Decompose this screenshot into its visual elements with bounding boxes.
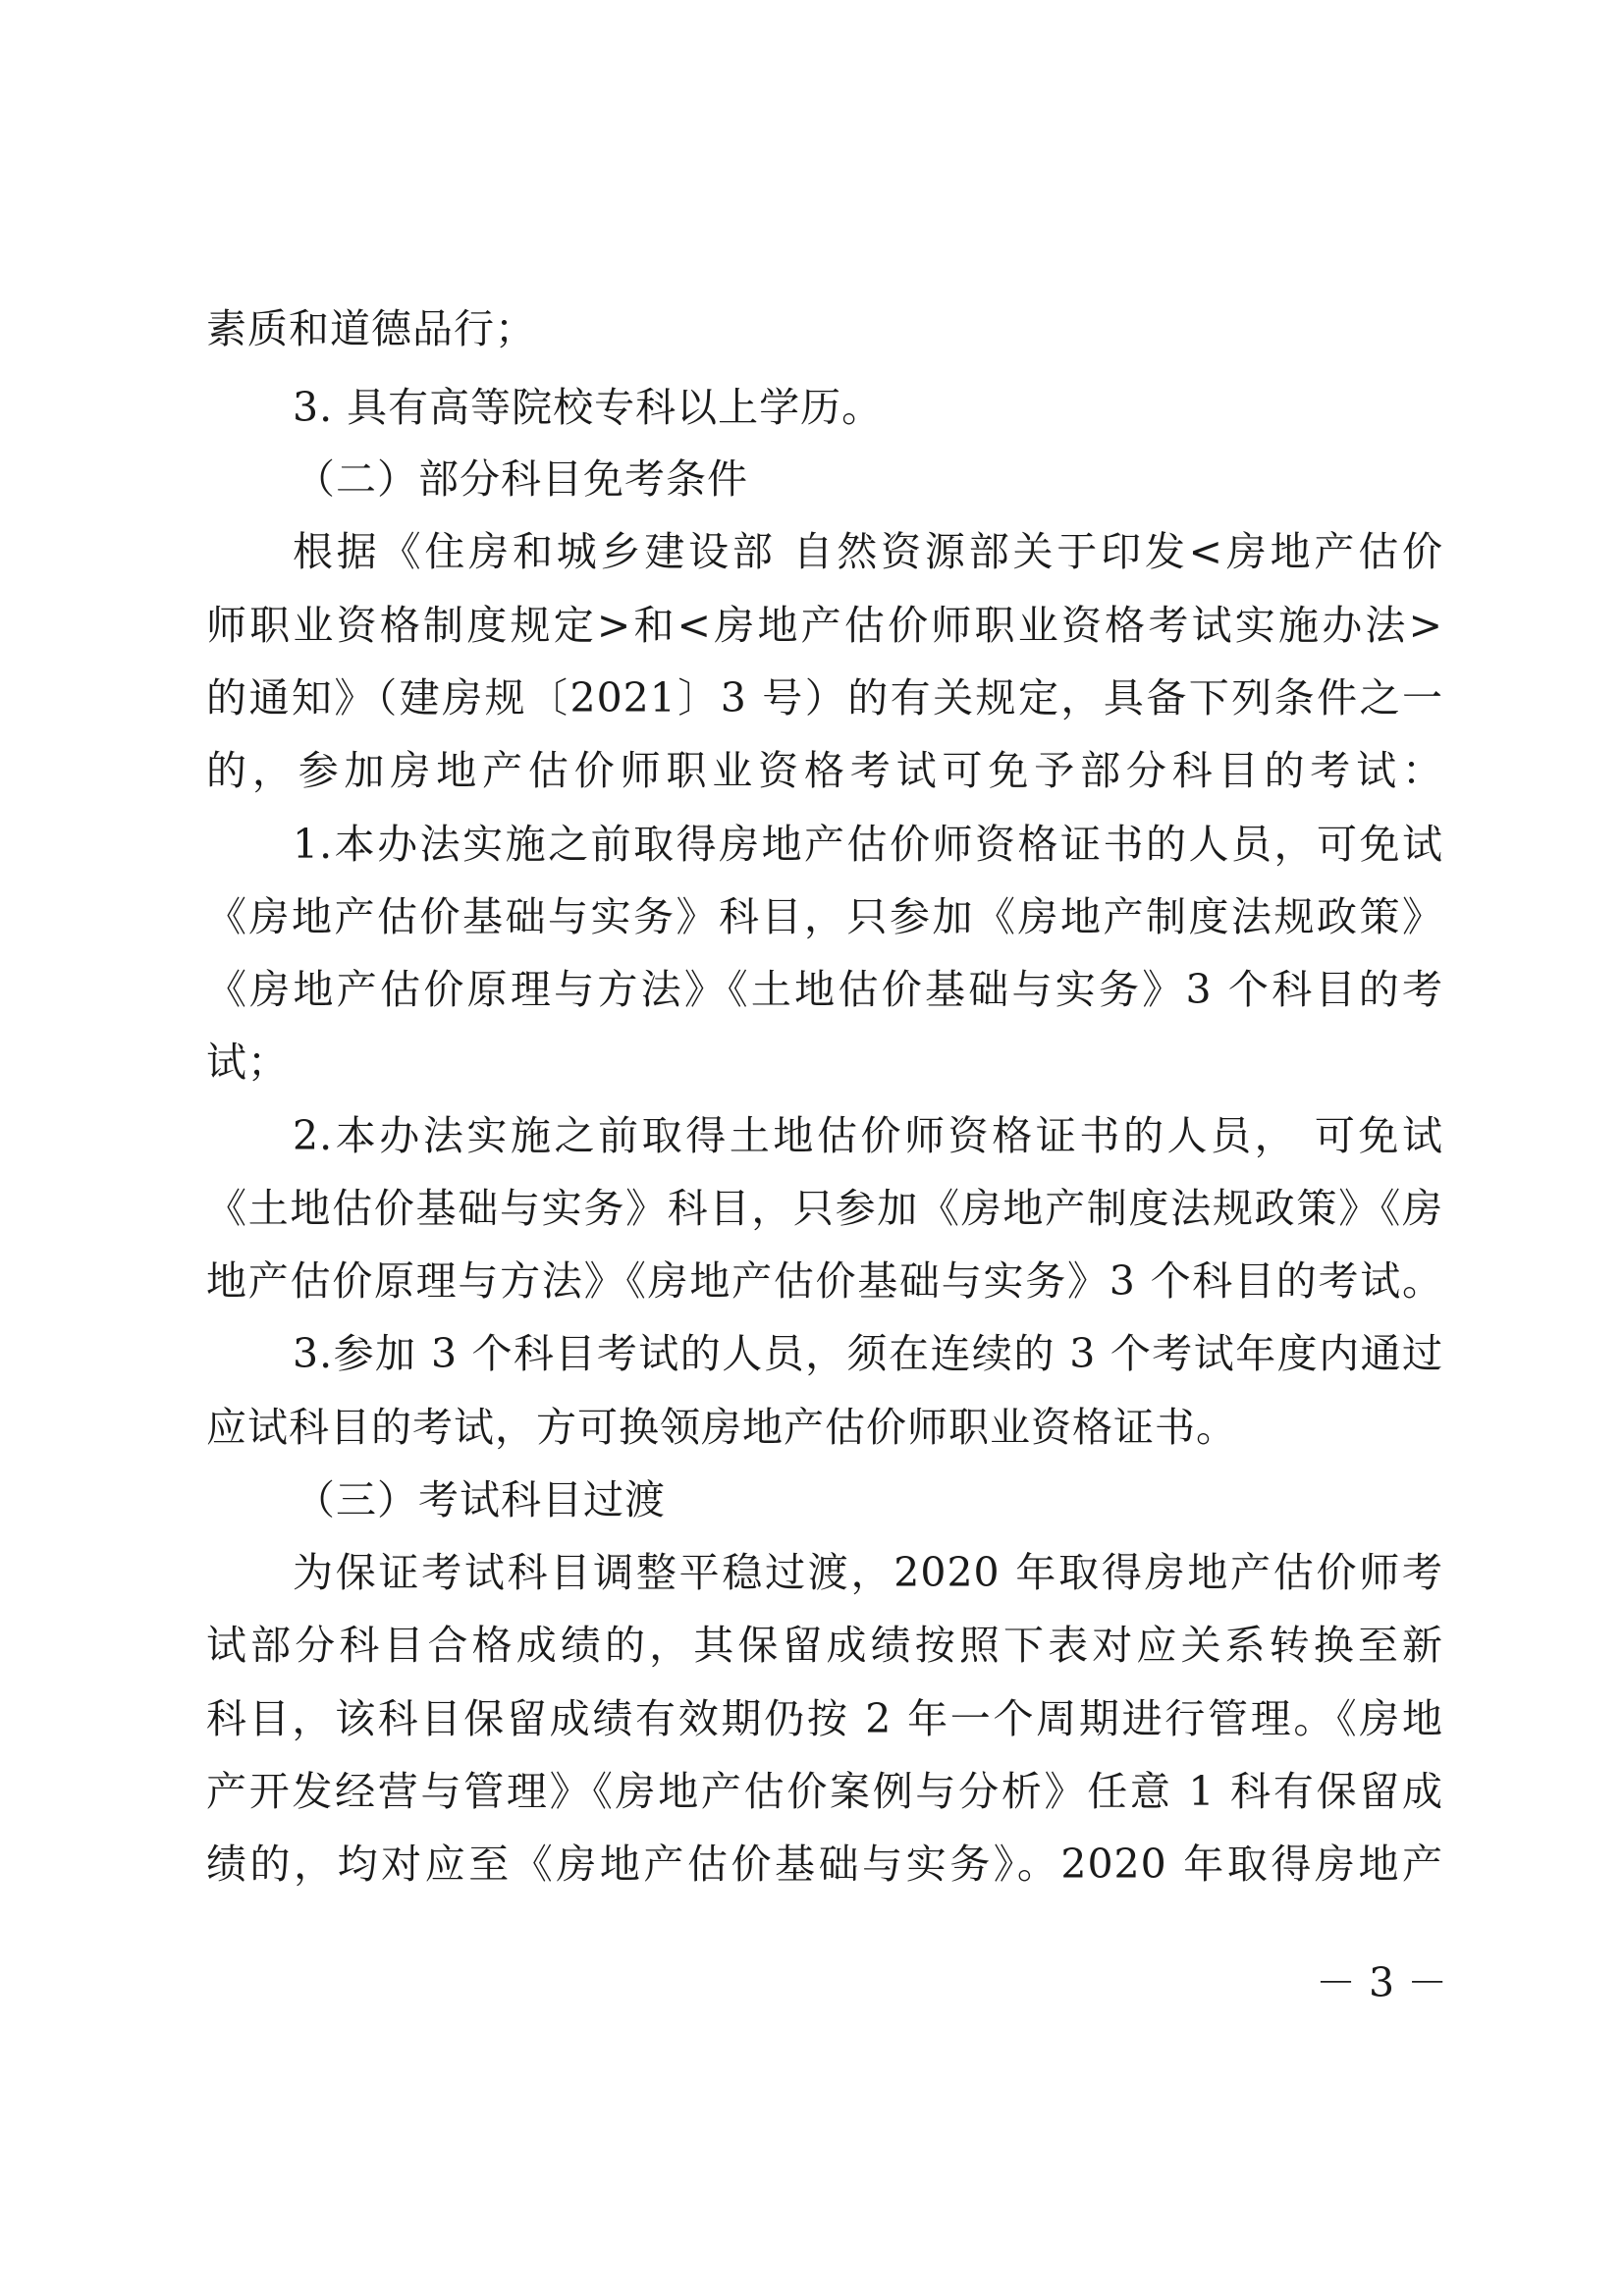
paragraph-line: 地产估价原理与方法》《房地产估价基础与实务》3 个科目的考试。 xyxy=(206,1257,1443,1305)
paragraph-line: 1.本办法实施之前取得房地产估价师资格证书的人员，可免试 xyxy=(293,821,1443,868)
paragraph-line: 的通知》（建房规〔2021〕3 号）的有关规定，具备下列条件之一 xyxy=(206,674,1443,721)
paragraph-line: 根据《住房和城乡建设部 自然资源部关于印发<房地产估价 xyxy=(293,528,1443,575)
paragraph-line: 为保证考试科目调整平稳过渡，2020 年取得房地产估价师考 xyxy=(293,1549,1443,1596)
paragraph-line: 《房地产估价原理与方法》《土地估价基础与实务》3 个科目的考 xyxy=(206,966,1443,1013)
page-number: － 3 － xyxy=(1316,1959,1448,2006)
paragraph-line: 师职业资格制度规定>和<房地产估价师职业资格考试实施办法> xyxy=(206,602,1443,649)
text-line: 素质和道德品行； xyxy=(206,305,536,352)
paragraph-line: 试； xyxy=(206,1039,289,1086)
paragraph-line: 应试科目的考试，方可换领房地产估价师职业资格证书。 xyxy=(206,1404,1237,1451)
paragraph-line: 产开发经营与管理》《房地产估价案例与分析》任意 1 科有保留成 xyxy=(206,1768,1443,1815)
list-item-education: 3. 具有高等院校专科以上学历。 xyxy=(293,384,884,431)
section-heading-transition: （三）考试科目过渡 xyxy=(295,1476,666,1523)
paragraph-line: 绩的，均对应至《房地产估价基础与实务》。2020 年取得房地产 xyxy=(206,1841,1443,1888)
paragraph-line: 试部分科目合格成绩的，其保留成绩按照下表对应关系转换至新 xyxy=(206,1622,1443,1669)
paragraph-line: 2.本办法实施之前取得土地估价师资格证书的人员， 可免试 xyxy=(293,1112,1443,1159)
paragraph-line: 《土地估价基础与实务》科目，只参加《房地产制度法规政策》《房 xyxy=(206,1185,1443,1232)
section-heading-exemption: （二）部分科目免考条件 xyxy=(295,455,748,503)
paragraph-line: 的，参加房地产估价师职业资格考试可免予部分科目的考试： xyxy=(206,747,1443,794)
paragraph-line: 3.参加 3 个科目考试的人员，须在连续的 3 个考试年度内通过 xyxy=(293,1330,1443,1377)
paragraph-line: 科目，该科目保留成绩有效期仍按 2 年一个周期进行管理。《房地 xyxy=(206,1695,1443,1742)
paragraph-line: 《房地产估价基础与实务》科目，只参加《房地产制度法规政策》 xyxy=(206,893,1443,940)
